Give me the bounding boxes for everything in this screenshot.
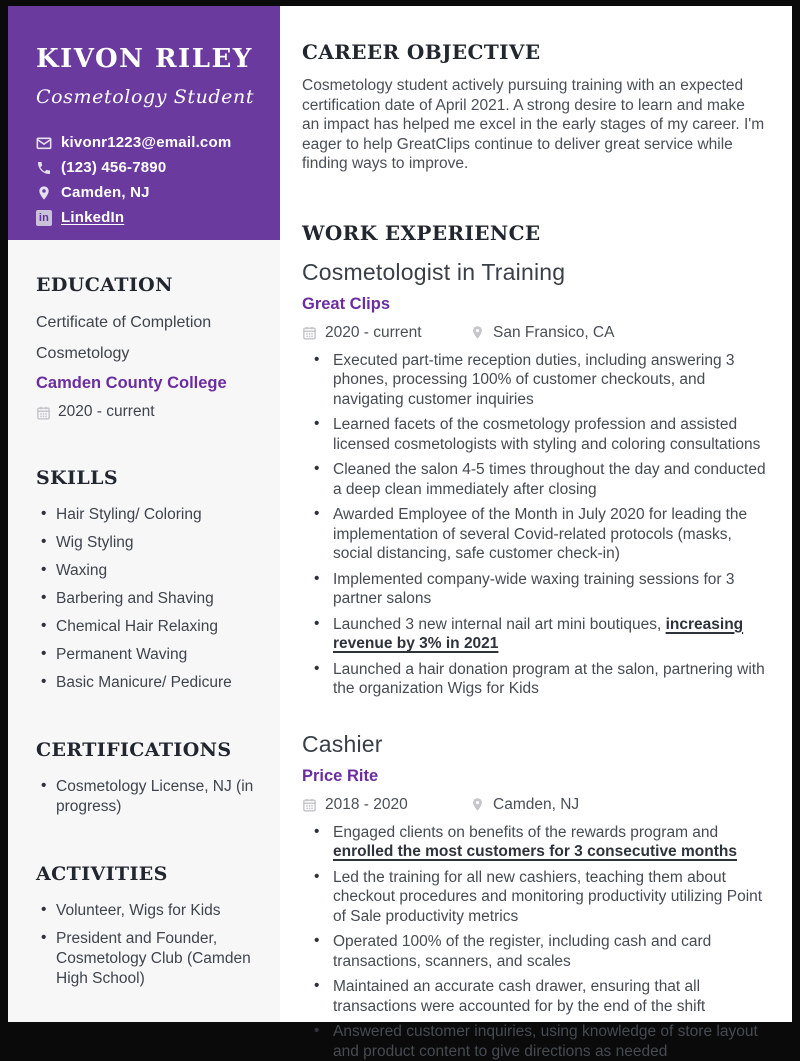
email-icon [36,135,52,151]
work-experience-heading: WORK EXPERIENCE [302,221,766,245]
job-bullet: • Led the training for all new cashiers, teaching them about checkout procedures and monitoring productivity utilizing Point of Sale productivity metrics [314,868,766,927]
certifications-section [8,739,280,817]
sidebar [8,6,280,1022]
bullet-emphasis: increasing revenue by 3% in 2021 [333,616,743,653]
job-bullet: • Executed part-time reception duties, including answering 3 phones, processing 100% of customer checkouts, and navigating customer inquiries [314,351,766,410]
job-bullet: • Learned facets of the cosmetology profession and assisted licensed cosmetologists with styling and coloring consultations [314,415,766,454]
location-pin-icon [470,325,485,340]
job-location [470,324,614,342]
job-bullet-list [302,823,766,1061]
skill-item: • Basic Manicure/ Pedicure [36,673,258,693]
activity-item: • Volunteer, Wigs for Kids [36,901,258,921]
contact-linkedin [36,209,260,226]
education-heading: EDUCATION [36,274,258,296]
contact-location [36,184,260,201]
resume-page [8,6,792,1022]
location-pin-icon [470,797,485,812]
sidebar-header [8,6,280,240]
bullet-emphasis: enrolled the most customers for 3 consecutive months [333,843,737,860]
certification-item: • Cosmetology License, NJ (in progress) [36,777,258,817]
job-title: Cosmetologist in Training [302,259,766,286]
company-name: Price Rite [302,767,766,786]
contact-phone [36,159,260,176]
skill-item: • Chemical Hair Relaxing [36,617,258,637]
main-content [280,6,792,1022]
job-entry [302,259,766,699]
contact-email [36,134,260,151]
education-degree-line2: Cosmetology [36,343,258,365]
education-school: Camden County College [36,374,258,393]
job-bullet-list [302,351,766,699]
education-section [8,274,280,421]
skill-item: • Permanent Waving [36,645,258,665]
job-title: Cashier [302,731,766,758]
company-name: Great Clips [302,295,766,314]
job-bullet: • Answered customer inquiries, using knowledge of store layout and product content to give directions as needed [314,1022,766,1061]
job-bullet: • Launched 3 new internal nail art mini boutiques, increasing revenue by 3% in 2021 [314,615,766,654]
contact-phone-label: (123) 456-7890 [61,159,166,176]
linkedin-icon [36,210,52,226]
skill-item: • Waxing [36,561,258,581]
job-location-label: Camden, NJ [493,796,579,814]
job-meta-row [302,324,766,342]
skill-item: • Hair Styling/ Coloring [36,505,258,525]
job-location [470,796,579,814]
certifications-heading: CERTIFICATIONS [36,739,258,761]
location-icon [36,185,52,201]
skills-section [8,467,280,693]
career-objective-text: Cosmetology student actively pursuing training with an expected certification date of April 2021. A strong desire to learn and make an impact has helped me excel in the early stages of my career. I'm eager to help GreatClips continue to deliver great service while finding ways to improve. [302,76,766,174]
job-dates-label: 2018 - 2020 [325,796,408,814]
phone-icon [36,160,52,176]
contact-email-label: kivonr1223@email.com [61,134,231,151]
skill-item: • Barbering and Shaving [36,589,258,609]
job-dates-label: 2020 - current [325,324,422,342]
activities-section [8,863,280,989]
education-dates-label: 2020 - current [58,403,155,421]
activity-item: • President and Founder, Cosmetology Club (Camden High School) [36,929,258,989]
job-meta-row [302,796,766,814]
calendar-icon [36,405,51,420]
job-entry [302,731,766,1061]
job-dates [302,324,470,342]
job-bullet: • Operated 100% of the register, including cash and card transactions, scanners, and scales [314,932,766,971]
job-bullet: • Awarded Employee of the Month in July 2020 for leading the implementation of several Covid-related protocols (masks, social distancing, safe customer check-in) [314,505,766,564]
job-bullet: • Launched a hair donation program at the salon, partnering with the organization Wigs for Kids [314,660,766,699]
skills-heading: SKILLS [36,467,258,489]
certifications-list [36,777,258,817]
job-bullet: • Maintained an accurate cash drawer, ensuring that all transactions were accounted for by the end of the shift [314,977,766,1016]
person-job-title: Cosmetology Student [36,86,260,108]
activities-list [36,901,258,989]
job-bullet: • Engaged clients on benefits of the rewards program and enrolled the most customers for 3 consecutive months [314,823,766,862]
job-bullet: • Cleaned the salon 4-5 times throughout the day and conducted a deep clean immediately after closing [314,460,766,499]
job-dates [302,796,470,814]
skill-item: • Wig Styling [36,533,258,553]
person-name: KIVON RILEY [36,44,260,74]
education-dates [36,403,258,421]
job-bullet: • Implemented company-wide waxing training sessions for 3 partner salons [314,570,766,609]
linkedin-link[interactable]: LinkedIn [61,209,124,226]
calendar-icon [302,325,317,340]
contact-location-label: Camden, NJ [61,184,150,201]
calendar-icon [302,797,317,812]
career-objective-heading: CAREER OBJECTIVE [302,40,766,64]
job-location-label: San Fransico, CA [493,324,614,342]
education-degree-line1: Certificate of Completion [36,312,258,334]
activities-heading: ACTIVITIES [36,863,258,885]
skills-list [36,505,258,693]
contact-list [36,134,260,226]
